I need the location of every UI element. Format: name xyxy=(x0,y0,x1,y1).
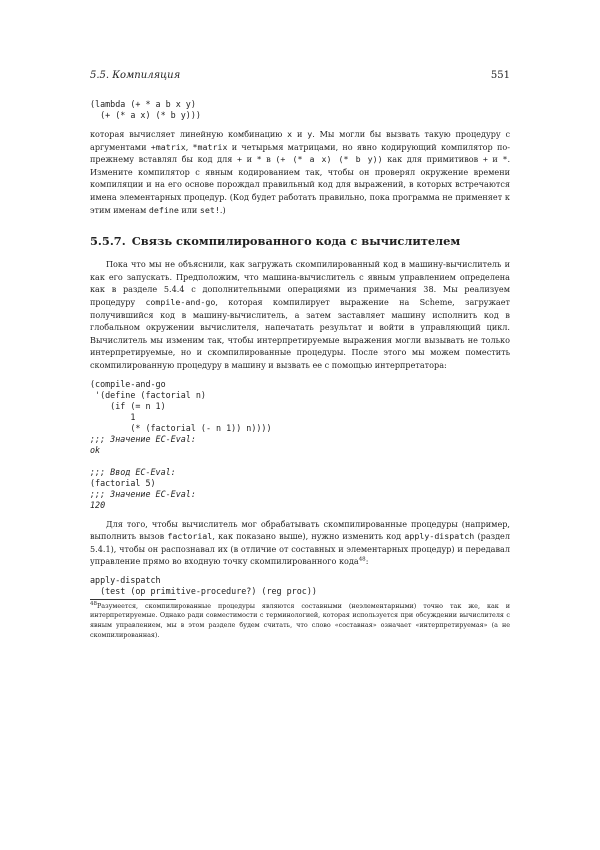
page xyxy=(90,70,510,640)
inline-code: *matrix xyxy=(192,141,228,152)
code-comment: ;;; Значение EC-Eval: xyxy=(90,488,196,499)
section-title xyxy=(90,234,510,248)
inline-code: * xyxy=(256,154,262,165)
footnote-mark: 48 xyxy=(90,600,97,607)
text-run: которая вычисляет линейную комбинацию xyxy=(90,129,288,139)
code-line: (+ (* a x) (* b y))) xyxy=(90,110,201,120)
code-line: (if (= n 1) xyxy=(90,400,166,411)
code-line: (test (op primitive-procedure?) (reg proc)) xyxy=(90,585,317,596)
text-run: . Измените компилятор с явным кодированием так, чтобы он проверял окружение времени компиляции и на его основе порождал правильный код для выражений, в которых встречаются имена элементарных процедур. (Код будет работать правильно, пока программа не применяет к этим именам xyxy=(90,154,511,215)
section-number: 5.5.7. xyxy=(90,234,126,249)
inline-code: + xyxy=(482,154,488,165)
code-line: '(define (factorial n) xyxy=(90,389,206,400)
text-run: и xyxy=(487,154,503,165)
text-run: Пока что мы не объяснили, как загружать скомпилированный код в машину-вычислитель и как его запускать. Предположим, что машина-вычислитель с явным управлением определена как в разделе 5.4.4 с дополнительными операциями из примечания 38. Мы реализуем процедуру xyxy=(90,259,510,307)
code-block-lambda xyxy=(90,99,510,121)
inline-code: factorial xyxy=(167,531,213,542)
code-line: (* (factorial (- n 1)) n)))) xyxy=(90,422,272,433)
inline-code: define xyxy=(148,204,179,215)
text-run: .) xyxy=(219,204,226,215)
text-run: в xyxy=(261,154,276,165)
inline-code: +matrix xyxy=(150,141,186,152)
inline-code: * xyxy=(502,154,508,165)
code-output: 120 xyxy=(90,499,106,510)
text-run: и четырьмя матрицами, но явно кодирующий компилятор по-прежнему вставлял бы код для xyxy=(90,141,510,165)
code-comment: ;;; Значение EC-Eval: xyxy=(90,433,196,444)
text-run: , xyxy=(185,141,193,152)
inline-code: apply-dispatch xyxy=(404,531,475,542)
page-number: 551 xyxy=(490,70,510,81)
text-run: и xyxy=(241,154,257,165)
code-block-compile-and-go xyxy=(90,379,510,511)
footnote xyxy=(90,602,510,640)
text-run: и xyxy=(292,129,308,139)
inline-code: set! xyxy=(199,204,220,215)
code-line: (lambda (+ * a b x y) xyxy=(90,99,196,109)
text-run: , которая компилирует выражение на Scheme, загружает получившийся код в машину-вычислитель, а затем заставляет машину исполнить код в глобальном окружении вычислителя, напечатать результат и войти в управляющий цикл. Вычислитель мы изменим так, чтобы интерпретируемые выражения могли вызывать не только интерпретируемые, но и скомпилированные процедуры. После этого мы можем поместить скомпилированную процедуру в машину и вызвать ее с помощью интерпретатора: xyxy=(90,296,510,370)
code-line: (compile-and-go xyxy=(90,378,166,389)
text-run: Для того, чтобы вычислитель мог обрабатывать скомпилированные процедуры (например, выполнить вызов xyxy=(90,518,510,542)
code-line: (factorial 5) xyxy=(90,477,156,488)
footnote-divider xyxy=(90,599,176,600)
inline-code: (+ (* a x) (* b y)) xyxy=(275,154,383,165)
body-paragraph xyxy=(90,518,510,568)
code-comment: ;;; Ввод EC-Eval: xyxy=(90,466,176,477)
text-run: . Мы могли бы вызвать такую процедуру с аргументами xyxy=(90,129,511,152)
body-paragraph xyxy=(90,258,510,371)
text-run: : xyxy=(365,556,369,567)
code-line: 1 xyxy=(90,411,136,422)
text-run: , как показано выше), нужно изменить код xyxy=(212,531,405,542)
text-run: (раздел 5.4.1), чтобы он распознавал их (в отличие от составных и элементарных процедур) и передавал управление прямо во входную точку скомпилированного кода xyxy=(90,531,510,567)
inline-code: x xyxy=(287,129,293,139)
section-heading: 5.5. Компиляция xyxy=(90,70,181,81)
code-block-apply-dispatch xyxy=(90,575,510,597)
text-run: как для примитивов xyxy=(382,154,483,165)
footnote-text: Разумеется, скомпилированные процедуры являются составными (неэлементарными) точно так же, как и интерпретируемые. Однако ради совместимости с терминологией, которая используется при обсуждении вычислителя с явным управлением, мы в этом разделе будем считать, что слово «составная» означает «интерпретируемая» (а не скомпилированная). xyxy=(90,601,510,639)
inline-code: compile-and-go xyxy=(145,296,216,307)
text-run: или xyxy=(178,204,200,215)
section-title-text: Связь скомпилированного кода с вычислителем xyxy=(131,234,461,249)
code-output: ok xyxy=(90,444,101,455)
inline-code: + xyxy=(236,154,242,165)
inline-code: y xyxy=(307,129,313,139)
exercise-paragraph xyxy=(90,128,510,216)
running-header xyxy=(90,70,510,81)
code-line: apply-dispatch xyxy=(90,574,161,585)
footnote-reference[interactable]: 48 xyxy=(358,556,366,563)
